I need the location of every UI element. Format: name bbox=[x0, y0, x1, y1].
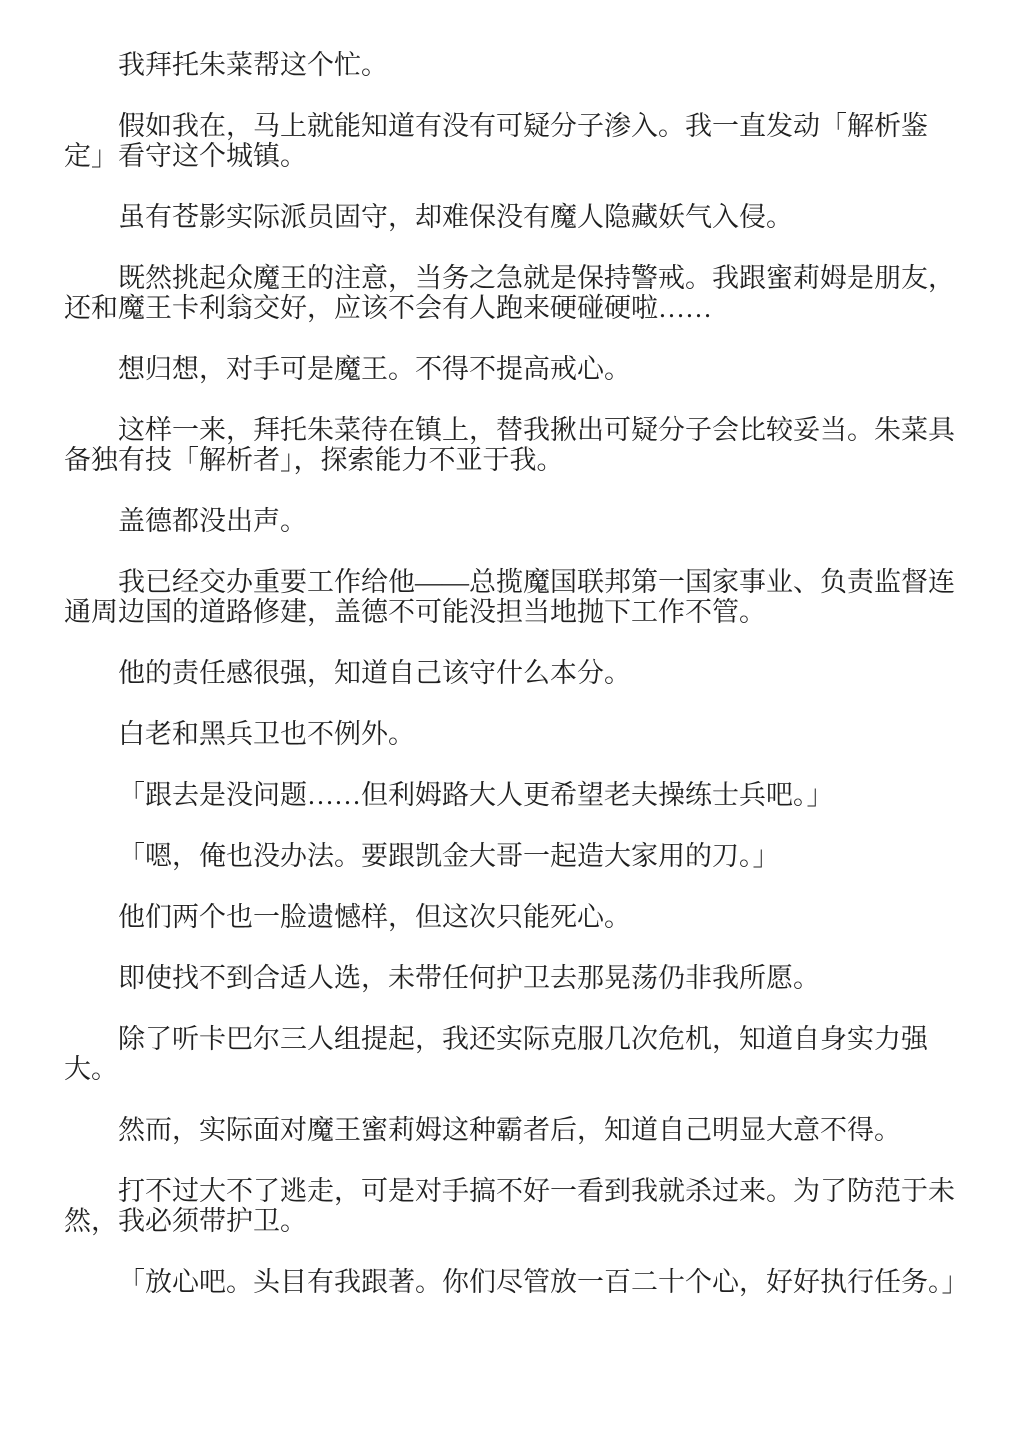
paragraph: 然而，实际面对魔王蜜莉姆这种霸者后，知道自己明显大意不得。 bbox=[118, 1115, 901, 1145]
paragraph: 想归想，对手可是魔王。不得不提高戒心。 bbox=[118, 354, 631, 384]
paragraph: 他的责任感很强，知道自己该守什么本分。 bbox=[118, 658, 631, 688]
paragraph: 「放心吧。头目有我跟著。你们尽管放一百二十个心，好好执行任务。」 bbox=[118, 1267, 969, 1297]
paragraph: 假如我在，马上就能知道有没有可疑分子渗入。我一直发动「解析鉴定」看守这个城镇。 bbox=[64, 111, 928, 171]
paragraph: 除了听卡巴尔三人组提起，我还实际克服几次危机，知道自身实力强大。 bbox=[64, 1024, 928, 1084]
paragraph: 白老和黑兵卫也不例外。 bbox=[118, 719, 415, 749]
paragraph: 即使找不到合适人选，未带任何护卫去那晃荡仍非我所愿。 bbox=[118, 963, 820, 993]
paragraph: 打不过大不了逃走，可是对手搞不好一看到我就杀过来。为了防范于未然，我必须带护卫。 bbox=[64, 1176, 955, 1236]
paragraph: 我拜托朱菜帮这个忙。 bbox=[118, 50, 388, 80]
paragraph: 这样一来，拜托朱菜待在镇上，替我揪出可疑分子会比较妥当。朱菜具备独有技「解析者」，探索能力不亚于我。 bbox=[64, 415, 955, 475]
paragraph: 「跟去是没问题……但利姆路大人更希望老夫操练士兵吧。」 bbox=[118, 780, 834, 810]
paragraph: 他们两个也一脸遗憾样，但这次只能死心。 bbox=[118, 902, 631, 932]
paragraph: 我已经交办重要工作给他——总揽魔国联邦第一国家事业、负责监督连通周边国的道路修建，盖德不可能没担当地抛下工作不管。 bbox=[64, 567, 955, 627]
paragraph: 「嗯，俺也没办法。要跟凯金大哥一起造大家用的刀。」 bbox=[118, 841, 780, 871]
paragraph: 既然挑起众魔王的注意，当务之急就是保持警戒。我跟蜜莉姆是朋友，还和魔王卡利翁交好，应该不会有人跑来硬碰硬啦…… bbox=[64, 263, 955, 323]
paragraph: 盖德都没出声。 bbox=[118, 506, 307, 536]
paragraph: 虽有苍影实际派员固守，却难保没有魔人隐藏妖气入侵。 bbox=[118, 202, 793, 232]
